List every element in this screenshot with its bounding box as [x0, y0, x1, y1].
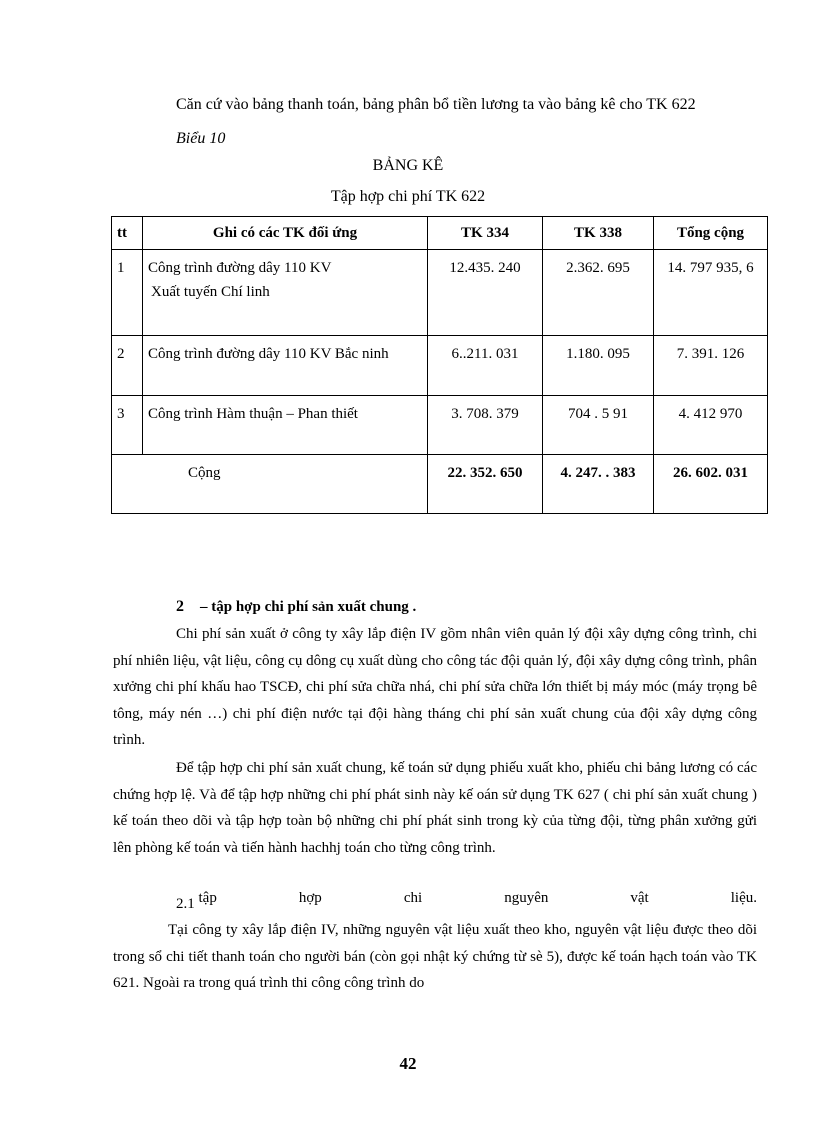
row-tk334: 3. 708. 379 [428, 396, 543, 455]
row-total: 7. 391. 126 [654, 336, 768, 396]
row-name-line1: Công trình đường dây 110 KV [148, 260, 332, 276]
cost-table [111, 216, 768, 514]
row-name: Công trình đường dây 110 KV Bắc ninh [143, 336, 428, 396]
row-total: 4. 412 970 [654, 396, 768, 455]
table-row [112, 396, 768, 455]
row-name [143, 250, 428, 336]
subsection-word: hợp [298, 890, 322, 906]
section-number: 2 [176, 598, 184, 615]
row-name: Công trình Hàm thuận – Phan thiết [143, 396, 428, 455]
header-tk338: TK 338 [543, 217, 654, 250]
section-title: – tập hợp chi phí sản xuất chung . [200, 599, 417, 615]
subsection-word: chi [403, 890, 423, 906]
row-tt: 1 [112, 250, 143, 336]
row-total: 14. 797 935, 6 [654, 250, 768, 336]
section-heading [176, 598, 416, 616]
paragraph-3-text: Tại công ty xây lắp điện IV, những nguyên vật liệu xuất theo kho, nguyên vật liệu được theo dõi trong sổ chi tiết thanh toán cho người bán (còn gọi nhật ký chứng từ sè 5), được kế toán hạch toán vào TK 621. Ngoài ra trong quá trình thi công công trình do [113, 922, 757, 991]
paragraph-1-text: Chi phí sản xuất ở công ty xây lắp điện IV gồm nhân viên quản lý đội xây dựng công trình, chi phí nhiên liệu, vật liệu, công cụ dông cụ xuất dùng cho công tác đội quản lý, đội xây dựng công trình, phân xưởng chi phí khấu hao TSCĐ, chi phí sửa chữa nhá, chi phí sửa chữa lớn thiết bị máy móc (máy trọng bê tông, máy nén …) chi phí điện nước tại đội hàng tháng chi phí sản xuất chung của đội xây dựng công trình. [113, 626, 757, 748]
table-title: BẢNG KÊ [372, 157, 444, 174]
row-tt: 3 [112, 396, 143, 455]
subsection-heading [176, 890, 757, 912]
total-tk338: 4. 247. . 383 [543, 455, 654, 514]
row-name-line2: Xuất tuyến Chí linh [151, 284, 270, 300]
row-tk334: 12.435. 240 [428, 250, 543, 336]
subsection-lead [176, 890, 217, 912]
subsection-word: liệu. [730, 890, 757, 906]
table-caption-label: Biểu 10 [176, 130, 226, 147]
row-tk338: 1.180. 095 [543, 336, 654, 396]
page-number: 42 [399, 1054, 417, 1073]
table-row [112, 250, 768, 336]
header-account: Ghi có các TK đối ứng [143, 217, 428, 250]
row-tk334: 6..211. 031 [428, 336, 543, 396]
total-tk334: 22. 352. 650 [428, 455, 543, 514]
table-total-row [112, 455, 768, 514]
paragraph-1 [113, 621, 757, 754]
table-header-row [112, 217, 768, 250]
subsection-word: vật [630, 890, 649, 906]
intro-text: Căn cứ vào bảng thanh toán, bảng phân bổ tiền lương ta vào bảng kê cho TK 622 [176, 96, 696, 113]
subsection-word: nguyên [504, 890, 549, 906]
total-label: Cộng [112, 455, 428, 514]
header-total: Tổng cộng [654, 217, 768, 250]
subsection-number: 2.1 [176, 896, 195, 912]
total-total: 26. 602. 031 [654, 455, 768, 514]
paragraph-2 [113, 755, 757, 861]
row-tt: 2 [112, 336, 143, 396]
row-tk338: 2.362. 695 [543, 250, 654, 336]
header-tk334: TK 334 [428, 217, 543, 250]
paragraph-2-text: Để tập hợp chi phí sản xuất chung, kế toán sử dụng phiếu xuất kho, phiếu chi bảng lương có các chứng hợp lệ. Và để tập hợp những chi phí phát sinh này kế oán sử dụng TK 627 ( chi phí sản xuất chung ) kế toán theo dõi và tập hợp toàn bộ những chi phí phát sinh trong kỳ của từng đội, từng phân xưởng gửi lên phòng kế toán và tiến hành hachhj toán cho từng công trình. [113, 760, 757, 856]
table-row [112, 336, 768, 396]
paragraph-3 [113, 917, 757, 997]
subsection-word: tập [198, 890, 217, 906]
row-tk338: 704 . 5 91 [543, 396, 654, 455]
header-tt: tt [112, 217, 143, 250]
table-subtitle: Tập hợp chi phí TK 622 [330, 188, 486, 205]
